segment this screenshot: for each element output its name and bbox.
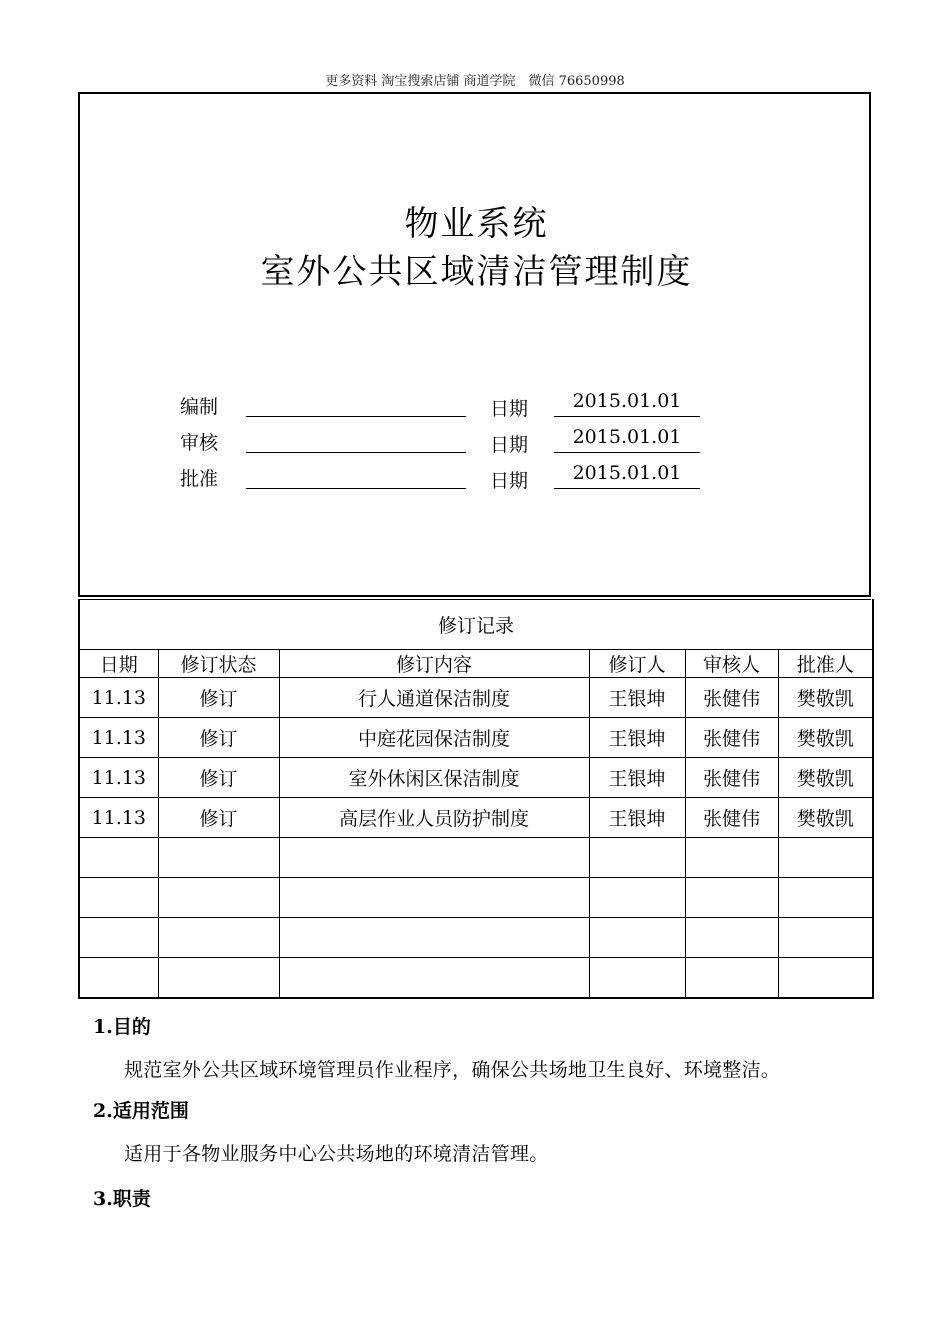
table-cell [589,918,685,958]
table-row [79,958,873,999]
table-cell [778,838,873,878]
table-cell: 张健伟 [685,758,778,798]
signature-line [246,452,466,453]
table-cell: 11.13 [79,758,158,798]
table-row [79,918,873,958]
table-row [79,678,873,718]
table-cell: 11.13 [79,678,158,718]
section-title-scope: 2.适用范围 [93,1100,189,1122]
column-header-content: 修订内容 [279,650,589,678]
table-cell: 樊敬凯 [778,758,873,798]
table-cell [778,958,873,999]
table-cell [279,878,589,918]
signature-row-prepared [180,390,780,420]
section-title-purpose: 1.目的 [93,1016,151,1038]
column-header-date: 日期 [79,650,158,678]
table-cell [685,958,778,999]
table-cell [79,838,158,878]
signature-label: 审核 [180,432,219,454]
table-cell: 修订 [158,678,279,718]
table-cell [79,918,158,958]
table-cell: 张健伟 [685,798,778,838]
table-cell: 修订 [158,798,279,838]
table-cell: 11.13 [79,718,158,758]
date-label: 日期 [490,398,529,420]
table-cell: 中庭花园保洁制度 [279,718,589,758]
table-row [79,758,873,798]
table-cell [589,838,685,878]
table-cell [79,958,158,999]
table-row [79,878,873,918]
table-cell [589,878,685,918]
table-cell: 王银坤 [589,798,685,838]
table-cell [279,918,589,958]
table-cell: 张健伟 [685,718,778,758]
signature-line [246,488,466,489]
table-cell [685,918,778,958]
table-cell [778,918,873,958]
section-title-responsibilities: 3.职责 [93,1188,151,1210]
table-cell: 樊敬凯 [778,718,873,758]
date-value: 2015.01.01 [554,426,700,453]
table-cell [589,958,685,999]
table-cell: 王银坤 [589,758,685,798]
signature-row-approved [180,462,780,492]
date-value: 2015.01.01 [554,462,700,489]
date-label: 日期 [490,470,529,492]
table-cell: 室外休闲区保洁制度 [279,758,589,798]
table-cell: 行人通道保洁制度 [279,678,589,718]
section-text-purpose: 规范室外公共区域环境管理员作业程序，确保公共场地卫生良好、环境整洁。 [124,1059,781,1081]
section-text-scope: 适用于各物业服务中心公共场地的环境清洁管理。 [124,1143,549,1165]
table-cell [79,878,158,918]
table-cell: 高层作业人员防护制度 [279,798,589,838]
table-cell: 王银坤 [589,718,685,758]
signature-row-reviewed [180,426,780,456]
table-cell: 张健伟 [685,678,778,718]
table-row [79,718,873,758]
table-cell: 王银坤 [589,678,685,718]
document-title-line2: 室外公共区域清洁管理制度 [260,252,693,292]
table-cell [158,958,279,999]
column-header-approver: 批准人 [778,650,873,678]
signature-label: 批准 [180,468,219,490]
table-cell: 樊敬凯 [778,798,873,838]
cover-box [78,92,871,597]
table-cell: 修订 [158,718,279,758]
page-header: 更多资料 淘宝搜索店铺 商道学院 微信 76650998 [325,74,625,89]
table-cell [158,838,279,878]
document-title-line1: 物业系统 [404,204,549,244]
table-cell [158,878,279,918]
table-cell [685,838,778,878]
table-row [79,798,873,838]
signature-label: 编制 [180,396,219,418]
table-cell [685,878,778,918]
table-cell: 樊敬凯 [778,678,873,718]
date-value: 2015.01.01 [554,390,700,417]
table-row [79,838,873,878]
table-cell [158,918,279,958]
table-cell [778,878,873,918]
column-header-status: 修订状态 [158,650,279,678]
column-header-reviewer: 审核人 [685,650,778,678]
table-cell [279,838,589,878]
column-header-reviser: 修订人 [589,650,685,678]
table-cell [279,958,589,999]
table-cell: 11.13 [79,798,158,838]
table-cell: 修订 [158,758,279,798]
date-label: 日期 [490,434,529,456]
revision-table [78,599,874,999]
signature-line [246,416,466,417]
revision-table-caption: 修订记录 [79,599,873,650]
